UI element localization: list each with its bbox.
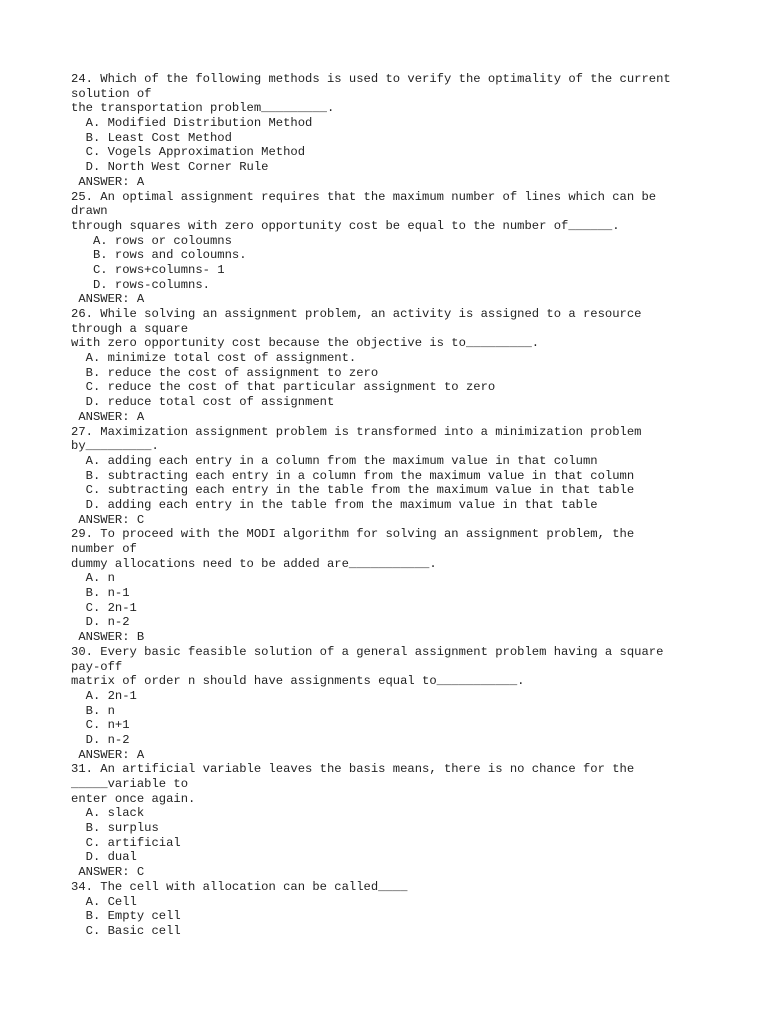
document-line: D. n-2	[71, 732, 130, 747]
document-line: dummy allocations need to be added are___________.	[71, 556, 437, 571]
document-line: ANSWER: B	[71, 630, 145, 645]
document-line: D. North West Corner Rule	[71, 160, 269, 175]
document-line: D. dual	[71, 850, 137, 865]
document-line: D. adding each entry in the table from the maximum value in that table	[71, 497, 598, 512]
document-line: C. Basic cell	[71, 923, 181, 938]
document-line: 31. An artificial variable leaves the basis means, there is no chance for the	[71, 762, 635, 777]
document-line: 30. Every basic feasible solution of a general assignment problem having a square	[71, 644, 664, 659]
document-line: B. surplus	[71, 821, 159, 836]
document-line: pay-off	[71, 659, 123, 674]
document-line: 29. To proceed with the MODI algorithm for solving an assignment problem, the	[71, 527, 635, 542]
document-text	[71, 72, 751, 939]
document-line: matrix of order n should have assignments equal to___________.	[71, 674, 525, 689]
document-line: B. n	[71, 703, 115, 718]
document-line: _____variable to	[71, 777, 189, 791]
document-line: ANSWER: A	[71, 409, 145, 424]
document-line: through a square	[71, 321, 189, 336]
document-line: A. minimize total cost of assignment.	[71, 351, 357, 366]
document-line: 34. The cell with allocation can be called____	[71, 879, 408, 894]
document-line: B. Least Cost Method	[71, 130, 232, 145]
document-line: through squares with zero opportunity cost be equal to the number of______.	[71, 218, 620, 233]
document-line: C. n+1	[71, 718, 130, 733]
document-line: ANSWER: C	[71, 512, 145, 527]
document-line: B. n-1	[71, 586, 130, 601]
document-line: 27. Maximization assignment problem is transformed into a minimization problem	[71, 424, 642, 439]
document-line: ANSWER: A	[71, 174, 145, 189]
document-line: drawn	[71, 204, 108, 219]
document-line: enter once again.	[71, 791, 196, 806]
document-line: by_________.	[71, 439, 159, 454]
document-line: B. Empty cell	[71, 909, 181, 924]
document-line: solution of	[71, 86, 152, 101]
document-line: B. rows and coloumns.	[71, 248, 247, 263]
document-line: C. subtracting each entry in the table from the maximum value in that table	[71, 483, 635, 498]
document-line: ANSWER: A	[71, 292, 145, 307]
document-line: D. reduce total cost of assignment	[71, 395, 335, 410]
document-line: A. n	[71, 571, 115, 586]
document-line: with zero opportunity cost because the objective is to_________.	[71, 336, 540, 351]
document-line: C. Vogels Approximation Method	[71, 145, 306, 160]
document-line: 25. An optimal assignment requires that the maximum number of lines which can be	[71, 189, 657, 204]
document-line: A. Modified Distribution Method	[71, 116, 313, 131]
document-line: A. 2n-1	[71, 688, 137, 703]
document-line: B. reduce the cost of assignment to zero	[71, 365, 379, 380]
document-line: A. adding each entry in a column from the maximum value in that column	[71, 453, 598, 468]
document-line: C. artificial	[71, 835, 181, 850]
document-line: B. subtracting each entry in a column from the maximum value in that column	[71, 468, 635, 483]
document-line: 26. While solving an assignment problem, an activity is assigned to a resource	[71, 307, 642, 321]
document-line: C. rows+columns- 1	[71, 262, 225, 277]
document-line: number of	[71, 542, 137, 556]
document-line: A. Cell	[71, 894, 137, 909]
document-line: D. n-2	[71, 615, 130, 630]
document-line: A. rows or coloumns	[71, 233, 232, 248]
document-line: C. reduce the cost of that particular assignment to zero	[71, 380, 496, 395]
document-line: the transportation problem_________.	[71, 101, 335, 116]
document-line: ANSWER: C	[71, 865, 145, 880]
document-line: ANSWER: A	[71, 747, 145, 762]
document-line: D. rows-columns.	[71, 277, 210, 292]
document-line: C. 2n-1	[71, 600, 137, 615]
document-line: 24. Which of the following methods is used to verify the optimality of the current	[71, 72, 671, 86]
document-line: A. slack	[71, 806, 145, 821]
